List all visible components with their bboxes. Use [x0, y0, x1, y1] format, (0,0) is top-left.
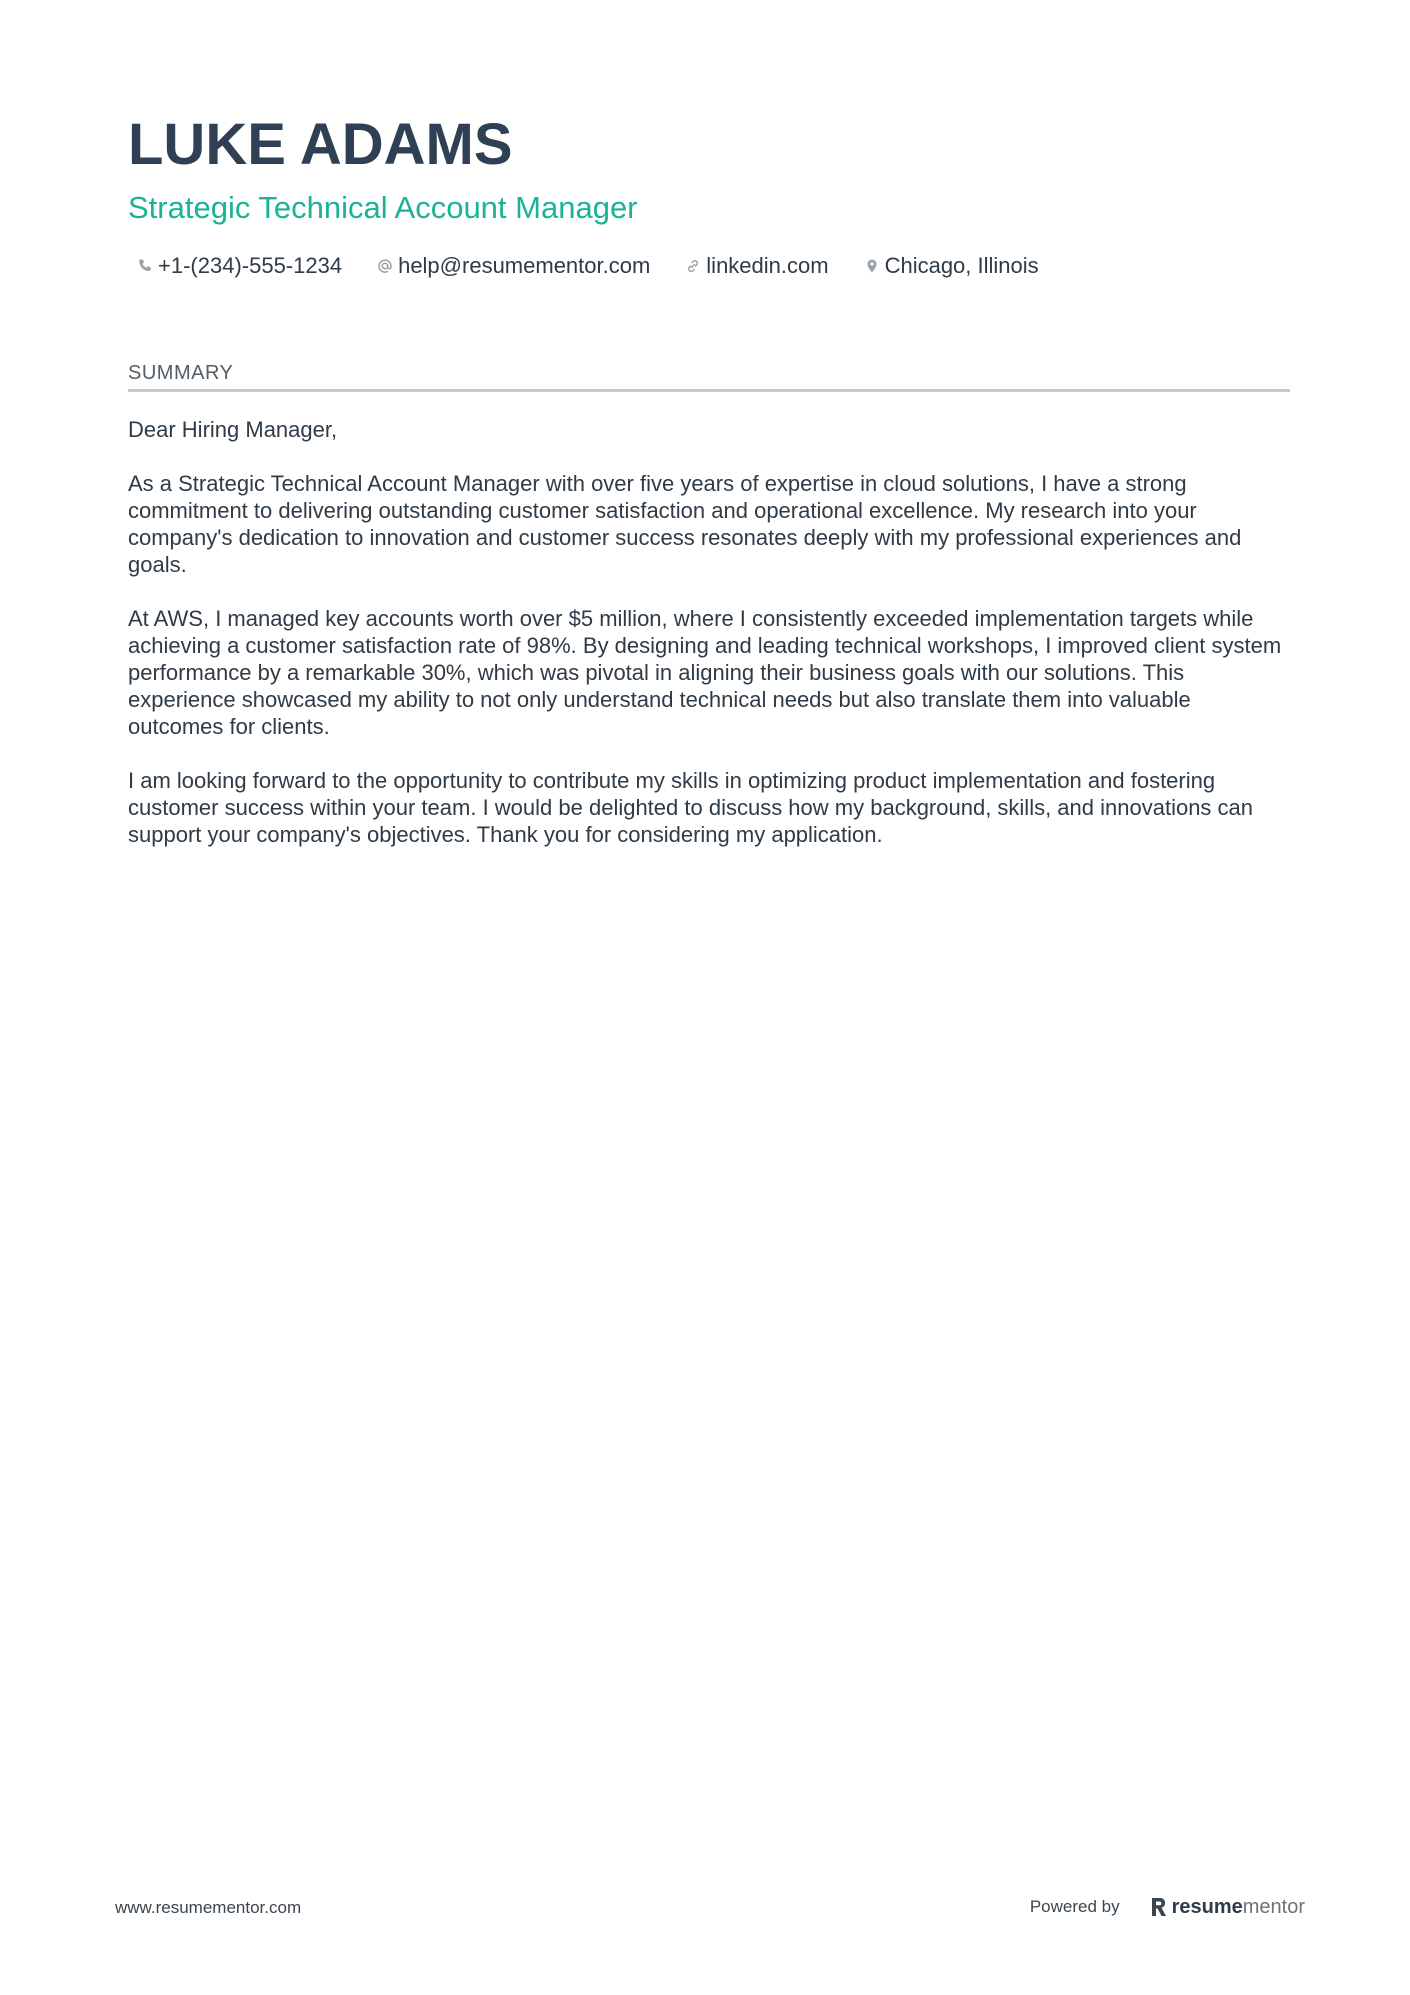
resume-page: [128, 110, 1290, 875]
location-pin-icon: [863, 257, 881, 275]
letter-paragraph: As a Strategic Technical Account Manager with over five years of expertise in cloud solutions, I have a strong commitment to delivering outstanding customer satisfaction and operational excellence. My research into your company's dedication to innovation and customer success resonates deeply with my professional experiences and goals.: [128, 471, 1242, 577]
summary-heading: SUMMARY: [128, 362, 1290, 392]
brand-name-bold: resume: [1171, 1895, 1243, 1918]
summary-section: [128, 362, 1290, 848]
contact-phone: [128, 253, 342, 279]
contact-linkedin-text[interactable]: linkedin.com: [706, 253, 829, 278]
letter-paragraph: At AWS, I managed key accounts worth over $5 million, where I consistently exceeded implementation targets while achieving a customer satisfaction rate of 98%. By designing and leading technical workshops, I improved client system performance by a remarkable 30%, which was pivotal in aligning their business goals with our solutions. This experience showcased my ability to not only understand technical needs but also translate them into valuable outcomes for clients.: [128, 606, 1282, 739]
footer-website-link[interactable]: www.resumementor.com: [115, 1898, 302, 1917]
contact-email[interactable]: [368, 253, 650, 279]
phone-icon: [136, 257, 154, 275]
cover-letter-body: [128, 416, 1290, 848]
letter-paragraph: I am looking forward to the opportunity to contribute my skills in optimizing product implementation and fostering customer success within your team. I would be delighted to discuss how my background, skills, and innovations can support your company's objectives. Thank you for considering my application.: [128, 768, 1254, 847]
candidate-title: Strategic Technical Account Manager: [128, 190, 638, 225]
page-footer: [115, 1890, 1305, 1926]
letter-greeting: Dear Hiring Manager,: [128, 417, 338, 442]
link-icon: [684, 257, 702, 275]
candidate-name: LUKE ADAMS: [128, 112, 513, 177]
contact-email-text[interactable]: help@resumementor.com: [398, 253, 651, 278]
contact-location-text: Chicago, Illinois: [884, 253, 1039, 278]
resumementor-logo-icon: [1150, 1896, 1168, 1918]
brand-name-light: mentor: [1242, 1895, 1305, 1918]
contact-phone-text: +1-(234)-555-1234: [158, 253, 343, 278]
at-icon: [376, 257, 394, 275]
powered-by: [1030, 1892, 1305, 1922]
resumementor-logo[interactable]: [1150, 1896, 1305, 1919]
contact-bar: [128, 250, 1290, 282]
powered-by-label: Powered by: [1029, 1897, 1120, 1916]
contact-linkedin[interactable]: [676, 253, 828, 279]
contact-location: [855, 253, 1039, 279]
